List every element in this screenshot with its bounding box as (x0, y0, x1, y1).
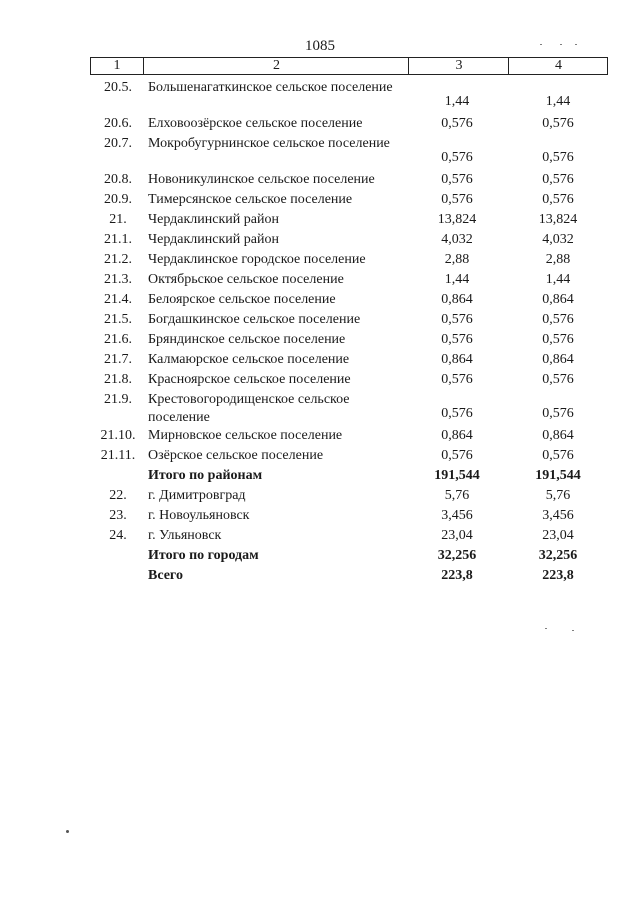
table-row (0, 171, 640, 191)
scan-speck (66, 830, 69, 833)
row-name: г. Ульяновск (148, 528, 222, 543)
row-number: 21.9. (104, 392, 132, 407)
row-value-col3: 0,864 (441, 292, 473, 307)
row-name: Елховоозёрское сельское поселение (148, 116, 363, 131)
row-name: Итого по районам (148, 468, 263, 483)
row-value-col3: 2,88 (444, 252, 470, 267)
row-value-col3: 23,04 (441, 528, 473, 543)
row-value-col3: 0,864 (441, 428, 473, 443)
header-col-3: 3 (408, 58, 509, 74)
row-value-col4: 13,824 (538, 212, 578, 227)
row-value-col3: 1,44 (444, 94, 470, 109)
row-value-col4: 0,576 (542, 116, 574, 131)
table-row (0, 115, 640, 135)
table-row (0, 231, 640, 251)
row-value-col4: 0,576 (542, 332, 574, 347)
row-value-col3: 223,8 (441, 568, 473, 583)
table-row (0, 467, 640, 487)
row-number: 21. (109, 212, 127, 227)
row-number: 20.6. (104, 116, 132, 131)
table-row (0, 271, 640, 291)
row-value-col3: 32,256 (437, 548, 477, 563)
table-row (0, 211, 640, 231)
table-row (0, 251, 640, 271)
row-value-col3: 0,576 (441, 192, 473, 207)
row-name: г. Новоульяновск (148, 508, 250, 523)
row-value-col4: 23,04 (542, 528, 574, 543)
row-name: Мирновское сельское поселение (148, 428, 343, 443)
row-number: 21.2. (104, 252, 132, 267)
row-value-col4: 0,864 (542, 428, 574, 443)
page-number: 1085 (305, 38, 335, 54)
row-value-col4: 0,576 (542, 372, 574, 387)
row-value-col3: 3,456 (441, 508, 473, 523)
row-name: Богдашкинское сельское поселение (148, 312, 361, 327)
table-row (0, 351, 640, 371)
row-name: Озёрское сельское поселение (148, 448, 324, 463)
row-name: Мокробугурнинское сельское поселение (148, 136, 390, 151)
row-number: 24. (109, 528, 127, 543)
row-number: 21.7. (104, 352, 132, 367)
row-value-col3: 0,864 (441, 352, 473, 367)
row-name: Крестовогородищенское сельское поселение (148, 392, 350, 425)
row-value-col4: 0,576 (542, 150, 574, 165)
row-name: г. Димитровград (148, 488, 246, 503)
row-number: 21.8. (104, 372, 132, 387)
header-col-2: 2 (143, 58, 409, 74)
header-col-1: 1 (113, 58, 121, 73)
row-value-col4: 0,576 (542, 406, 574, 421)
row-value-col3: 0,576 (441, 172, 473, 187)
table-row (0, 371, 640, 391)
row-value-col3: 0,576 (441, 372, 473, 387)
table-header (90, 57, 608, 75)
table-row (0, 331, 640, 351)
row-value-col3: 0,576 (441, 406, 473, 421)
row-name: Бряндинское сельское поселение (148, 332, 346, 347)
row-value-col4: 0,864 (542, 352, 574, 367)
scan-speck (540, 44, 542, 45)
row-value-col4: 191,544 (535, 468, 581, 483)
row-value-col3: 5,76 (444, 488, 470, 503)
row-number: 21.11. (100, 448, 136, 463)
row-value-col4: 1,44 (545, 94, 571, 109)
row-value-col3: 13,824 (437, 212, 477, 227)
table-row (0, 391, 640, 427)
table-body (0, 79, 640, 587)
row-name: Чердаклинское городское поселение (148, 252, 366, 267)
row-value-col4: 4,032 (542, 232, 574, 247)
row-value-col3: 4,032 (441, 232, 473, 247)
row-name: Новоникулинское сельское поселение (148, 172, 375, 187)
row-value-col3: 0,576 (441, 448, 473, 463)
row-number: 21.5. (104, 312, 132, 327)
row-value-col4: 5,76 (545, 488, 571, 503)
row-value-col3: 0,576 (441, 150, 473, 165)
table-row (0, 427, 640, 447)
table-row (0, 547, 640, 567)
row-number: 21.6. (104, 332, 132, 347)
row-value-col4: 3,456 (542, 508, 574, 523)
row-number: 21.4. (104, 292, 132, 307)
row-number: 22. (109, 488, 127, 503)
scan-speck (572, 630, 574, 631)
row-value-col3: 0,576 (441, 332, 473, 347)
row-value-col3: 191,544 (434, 468, 480, 483)
row-name: Чердаклинский район (148, 232, 279, 247)
table-row (0, 487, 640, 507)
row-number: 21.10. (100, 428, 136, 443)
row-value-col4: 2,88 (545, 252, 571, 267)
scan-speck (575, 44, 577, 45)
table-row (0, 311, 640, 331)
row-name: Белоярское сельское поселение (148, 292, 336, 307)
row-value-col4: 0,576 (542, 312, 574, 327)
row-value-col3: 0,576 (441, 116, 473, 131)
row-value-col4: 0,864 (542, 292, 574, 307)
row-value-col4: 223,8 (542, 568, 574, 583)
row-number: 21.1. (104, 232, 132, 247)
table-row (0, 291, 640, 311)
row-name: Красноярское сельское поселение (148, 372, 351, 387)
row-value-col3: 0,576 (441, 312, 473, 327)
row-number: 20.5. (104, 80, 132, 95)
row-name: Чердаклинский район (148, 212, 279, 227)
row-value-col4: 32,256 (538, 548, 578, 563)
row-number: 23. (109, 508, 127, 523)
table-row (0, 567, 640, 587)
table-row (0, 507, 640, 527)
row-value-col4: 1,44 (545, 272, 571, 287)
header-col-4: 4 (508, 58, 608, 74)
row-value-col3: 1,44 (444, 272, 470, 287)
row-value-col4: 0,576 (542, 172, 574, 187)
table-row (0, 527, 640, 547)
row-number: 20.9. (104, 192, 132, 207)
table-row (0, 135, 640, 171)
scan-speck (560, 44, 562, 45)
row-name: Большенагаткинское сельское поселение (148, 80, 393, 95)
table-row (0, 79, 640, 115)
row-name: Итого по городам (148, 548, 259, 563)
row-name: Тимерсянское сельское поселение (148, 192, 353, 207)
row-value-col4: 0,576 (542, 192, 574, 207)
row-number: 21.3. (104, 272, 132, 287)
row-name: Калмаюрское сельское поселение (148, 352, 350, 367)
row-number: 20.7. (104, 136, 132, 151)
row-name: Всего (148, 568, 183, 583)
row-value-col4: 0,576 (542, 448, 574, 463)
table-row (0, 191, 640, 211)
row-name: Октябрьское сельское поселение (148, 272, 344, 287)
row-number: 20.8. (104, 172, 132, 187)
table-row (0, 447, 640, 467)
scan-speck (545, 628, 547, 629)
